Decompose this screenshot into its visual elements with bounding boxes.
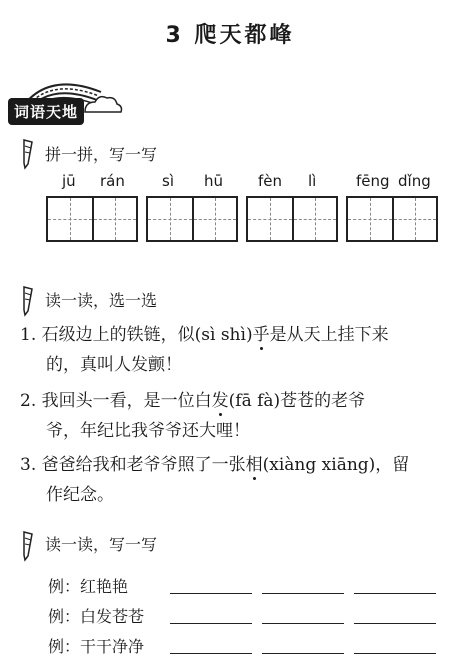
example-word: 例：干干净净 bbox=[48, 637, 145, 656]
answer-blank[interactable] bbox=[354, 593, 436, 594]
answer-blank[interactable] bbox=[354, 653, 436, 654]
pinyin-label: rán bbox=[100, 172, 125, 190]
answer-blank[interactable] bbox=[262, 653, 344, 654]
sentence-continuation: 爷，年纪比我爷爷还大哩！ bbox=[46, 421, 250, 441]
pinyin-label: fēng bbox=[356, 172, 390, 190]
pinyin-label: fèn bbox=[258, 172, 283, 190]
pen-icon bbox=[18, 138, 36, 170]
sentence-item: 3. 爸爸给我和老爷爷照了一张相(xiàng xiāng)，留 bbox=[20, 455, 410, 475]
sentence-continuation: 的，真叫人发颤！ bbox=[46, 355, 182, 375]
example-word: 例：红艳艳 bbox=[48, 577, 129, 596]
answer-blank[interactable] bbox=[170, 623, 252, 624]
answer-blank[interactable] bbox=[262, 593, 344, 594]
pen-icon bbox=[18, 530, 36, 562]
section-title-pinyin-write: 拼一拼，写一写 bbox=[45, 145, 158, 164]
pinyin-label: jū bbox=[62, 172, 76, 190]
lesson-title: 3 爬天都峰 bbox=[165, 23, 295, 48]
pinyin-label: sì bbox=[162, 172, 174, 190]
answer-blank[interactable] bbox=[262, 623, 344, 624]
example-word: 例：白发苍苍 bbox=[48, 607, 145, 626]
writing-grid[interactable] bbox=[146, 196, 238, 242]
pinyin-label: dǐng bbox=[398, 172, 431, 190]
answer-blank[interactable] bbox=[170, 593, 252, 594]
writing-grid[interactable] bbox=[246, 196, 338, 242]
writing-grid[interactable] bbox=[46, 196, 138, 242]
answer-blank[interactable] bbox=[170, 653, 252, 654]
sentence-item: 2. 我回头一看，是一位白发(fā fà)苍苍的老爷 bbox=[20, 391, 366, 411]
writing-grid[interactable] bbox=[346, 196, 438, 242]
section-title-read-write: 读一读，写一写 bbox=[45, 535, 158, 554]
pen-icon bbox=[18, 285, 36, 317]
sentence-item: 1. 石级边上的铁链，似(sì shì)乎是从天上挂下来 bbox=[20, 325, 389, 345]
section-title-read-choose: 读一读，选一选 bbox=[45, 291, 158, 310]
vocabulary-badge: 词语天地 bbox=[8, 98, 84, 125]
pinyin-label: hū bbox=[204, 172, 224, 190]
sentence-continuation: 作纪念。 bbox=[46, 485, 114, 505]
answer-blank[interactable] bbox=[354, 623, 436, 624]
pinyin-label: lì bbox=[308, 172, 317, 190]
